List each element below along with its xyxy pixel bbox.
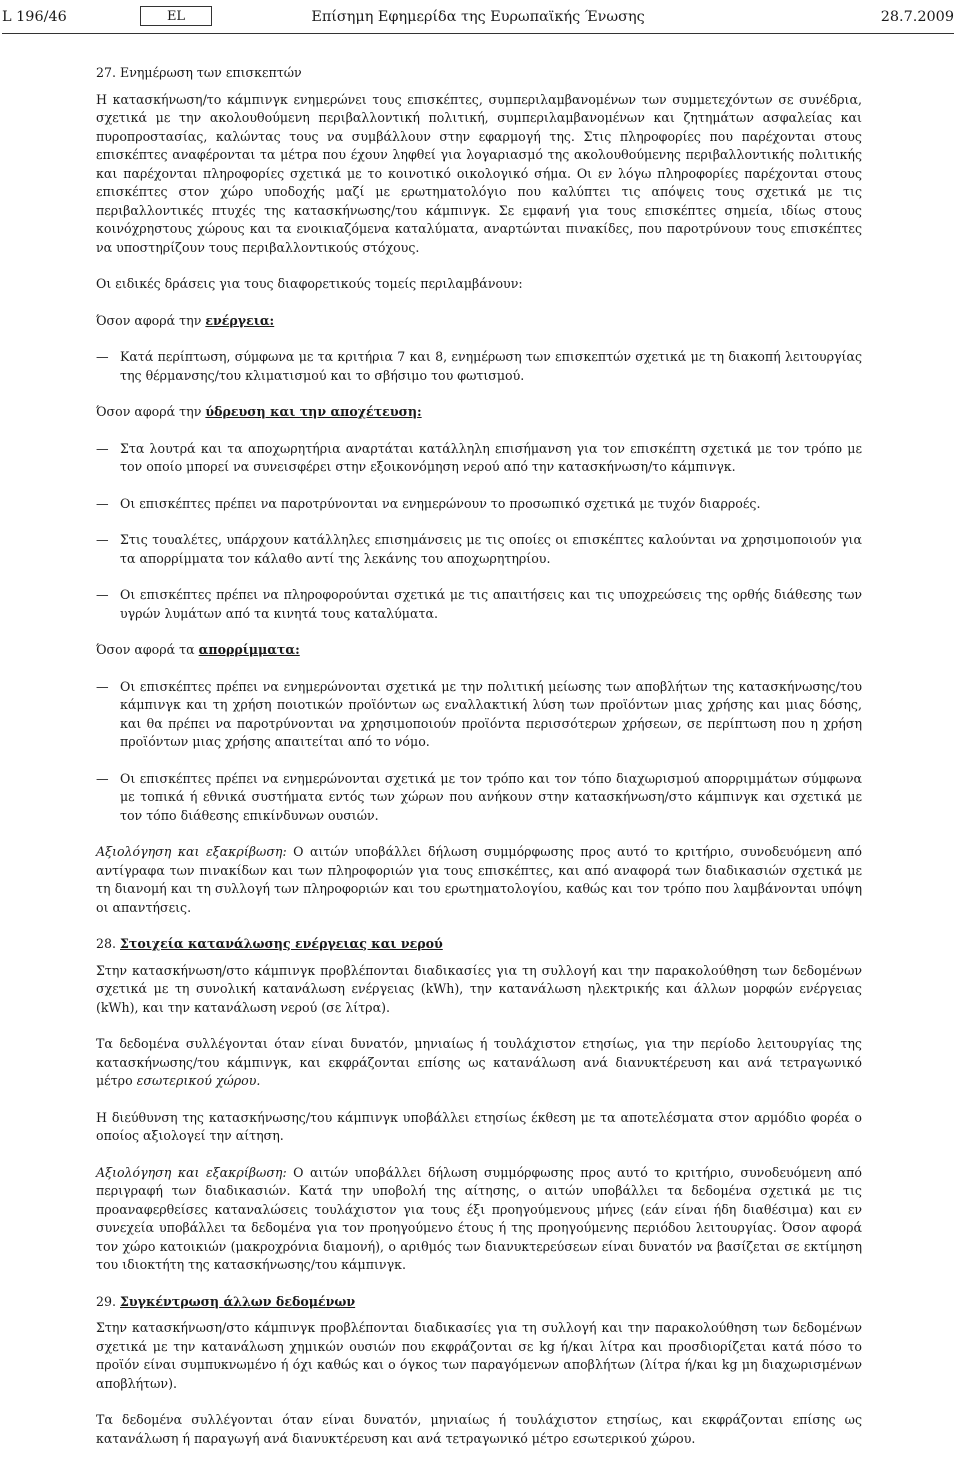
document-body (96, 64, 862, 1466)
sec28-paragraph-3: Η διεύθυνση της κατασκήνωσης/του κάμπινγκ υποβάλλει ετησίως έκθεση με τα αποτελέσματα στον αρμόδιο φορέα ο οποίος αξιολογεί την αίτηση. (96, 1109, 862, 1143)
sec28-paragraph-1: Στην κατασκήνωση/στο κάμπινγκ προβλέπονται διαδικασίες για τη συλλογή και την παρακολούθηση των δεδομένων σχετικά με τη συνολική κατανάλωση ενέργειας (kWh), την κατανάλωση ηλεκτρικής και άλλων μορφών ενέργειας (kWh), και την κατανάλωση νερού (σε λίτρα). (96, 962, 862, 1015)
section-28-heading (96, 935, 862, 954)
dash-marker: — (96, 495, 109, 511)
waste-prefix: Όσον αφορά τα (96, 642, 199, 657)
list-item (96, 678, 862, 752)
section-number: 28. (96, 936, 117, 951)
sec29-paragraph-1: Στην κατασκήνωση/στο κάμπινγκ προβλέπονται διαδικασίες για τη συλλογή και την παρακολούθηση των δεδομένων σχετικά με την κατανάλωση χημικών ουσιών που εκφράζονται σε kg ή/και λίτρα και προσδιορίζεται κατά πόσο το προϊόν είναι συμπυκνωμένο ή όχι καθώς και ο όγκος των παραγόμενων αποβλήτων (λίτρα ή/και kg μη διαχωρισμένων αποβλήτων). (96, 1320, 862, 1391)
journal-title: Επίσημη Εφημερίδα της Ευρωπαϊκής Ένωσης (311, 9, 645, 25)
section-29-heading (96, 1293, 862, 1312)
list-item-text: Οι επισκέπτες πρέπει να ενημερώνονται σχετικά με τον τρόπο και τον τόπο διαχωρισμού απορριμμάτων σύμφωνα με τοπικά ή εθνικά συστήματα εντός των χώρων που ανήκουν στην κατασκήνωση/στο κάμπινγκ και σχετικά με τον τόπο διάθεσης επικίνδυνων ουσιών. (120, 770, 862, 823)
page-number: L 196/46 (2, 9, 67, 25)
language-badge: EL (140, 6, 212, 26)
journal-header (2, 2, 954, 32)
list-item (96, 531, 862, 568)
sec29-paragraph-2: Τα δεδομένα συλλέγονται όταν είναι δυνατόν, μηνιαίως ή τουλάχιστον ετησίως, και εκφράζονται επίσης ως κατανάλωση ή παραγωγή ανά διανυκτέρευση και ανά τετραγωνικό μέτρο εσωτερικού χώρου. (96, 1412, 862, 1446)
list-item (96, 495, 862, 514)
paragraph-text: Τα δεδομένα συλλέγονται όταν είναι δυνατόν, μηνιαίως ή τουλάχιστον ετησίως, για την περίοδο λειτουργίας της κατασκήνωσης/του κάμπινγκ, και εκφράζονται επίσης ως κατανάλωση ανά διανυκτέρευση και ανά τετραγωνικό μέτρο (96, 1036, 862, 1088)
list-item-text: Οι επισκέπτες πρέπει να πληροφορούνται σχετικά με τις απαιτήσεις και τις υποχρεώσεις της ορθής διάθεσης των υγρών λυμάτων από τα κινητά τους καταλύματα. (120, 587, 862, 621)
section-title: Στοιχεία κατανάλωσης ενέργειας και νερού (120, 936, 443, 951)
list-item-text: Στα λουτρά και τα αποχωρητήρια αναρτάται κατάλληλη επισήμανση για τον επισκέπτη σχετικά με τον τρόπο με τον οποίο μπορεί να συνεισφέρει στην εξοικονόμηση νερού από την κατασκήνωση/το κάμπινγκ. (120, 440, 862, 474)
list-item-text: Οι επισκέπτες πρέπει να παροτρύνονται να ενημερώνουν το προσωπικό σχετικά με τυχόν διαρροές. (120, 495, 761, 511)
dash-marker: — (96, 532, 109, 547)
dash-marker: — (96, 349, 109, 364)
dash-marker: — (96, 587, 109, 602)
list-item-text: Στις τουαλέτες, υπάρχουν κατάλληλες επισημάνσεις με τις οποίες οι επισκέπτες καλούνται να χρησιμοποιούν για τα απορρίμματα τον κάλαθο αντί της λεκάνης του αποχωρητηρίου. (120, 532, 862, 566)
section-title: Ενημέρωση των επισκεπτών (120, 65, 302, 80)
assessment-label: Αξιολόγηση και εξακρίβωση: (96, 844, 287, 859)
sec28-assessment (96, 1164, 862, 1275)
energy-prefix: Όσον αφορά την (96, 312, 206, 328)
section-title: Συγκέντρωση άλλων δεδομένων (120, 1293, 356, 1309)
sec27-paragraph-2: Οι ειδικές δράσεις για τους διαφορετικούς τομείς περιλαμβάνουν: (96, 276, 523, 291)
dash-marker: — (96, 440, 109, 456)
sec28-paragraph-2 (96, 1035, 862, 1091)
dash-marker: — (96, 770, 109, 786)
waste-label: απορρίμματα: (198, 642, 300, 657)
water-prefix: Όσον αφορά την (96, 404, 206, 419)
section-number: 29. (96, 1293, 117, 1309)
header-rule (2, 33, 954, 34)
list-item-text: Κατά περίπτωση, σύμφωνα με τα κριτήρια 7 και 8, ενημέρωση των επισκεπτών σχετικά με τη διακοπή λειτουργίας της θέρμανσης/του κλιματισμού και το σβήσιμο του φωτισμού. (120, 349, 862, 383)
dash-marker: — (96, 678, 109, 694)
list-item-text: Οι επισκέπτες πρέπει να ενημερώνονται σχετικά με την πολιτική μείωσης των αποβλήτων της κατασκήνωσης/του κάμπινγκ και τη χρήση ποιοτικών προϊόντων ως εναλλακτική λύση των προϊόντων μιας χρήσης και μιας δόσης, και θα πρέπει να παροτρύνονται να χρησιμοποιούν προϊόντα περισσότερων χρήσεων, σε περίπτωση που η χρήση προϊόντων μιας χρήσης απαιτείται από το νόμο. (120, 678, 862, 749)
assessment-text: Ο αιτών υποβάλλει δήλωση συμμόρφωσης προς αυτό το κριτήριο, συνοδευόμενη από περιγραφή των διαδικασιών. Κατά την υποβολή της αίτησης, ο αιτών υποβάλλει τα δεδομένα σχετικά με τις προαναφερθείσες καταναλώσεις τουλάχιστον για τους έξι προηγούμενους μήνες (εάν είναι ήδη διαθέσιμα) και εν συνεχεία υποβάλλει τα δεδομένα για τον προηγούμενο έτους ή της προηγούμενης περιόδου λειτουργίας. Όσον αφορά τον χώρο κατοικιών (μακροχρόνια διαμονή), ο αριθμός των διανυκτερεύσεων είναι δυνατόν να βασίζεται σε εκτίμηση του ιδιοκτήτη της κατασκήνωσης/του κάμπινγκ. (96, 1164, 862, 1272)
water-heading (96, 403, 862, 422)
paragraph-italic: εσωτερικού χώρου. (136, 1073, 261, 1088)
water-label: ύδρευση και την αποχέτευση: (205, 404, 422, 419)
list-item (96, 348, 862, 385)
list-item (96, 440, 862, 477)
waste-heading (96, 641, 862, 660)
sec27-paragraph-1: Η κατασκήνωση/το κάμπινγκ ενημερώνει τους επισκέπτες, συμπεριλαμβανομένων των συμμετεχόντων σε συνέδρια, σχετικά με την ακολουθούμενη περιβαλλοντική πολιτική, συμπεριλαμβανομένων και ζητημάτων ασφαλείας και πυροπροστασίας, καλώντας τους να συμβάλλουν στην εφαρμογή της. Στις πληροφορίες που παρέχονται στους επισκέπτες αναφέρονται τα μέτρα που έχουν ληφθεί για λογαριασμό της ακολουθούμενης περιβαλλοντικής πολιτικής και παρέχονται πληροφορίες σχετικά με το κοινοτικό οικολογικό σήμα. Οι εν λόγω πληροφορίες παρέχονται στους επισκέπτες στον χώρο υποδοχής μαζί με ερωτηματολόγιο που καλύπτει τις απόψεις τους σχετικά με τις περιβαλλοντικές πτυχές της κατασκήνωσης/του κάμπινγκ. Σε εμφανή για τους επισκέπτες σημεία, ιδίως στους κοινόχρηστους χώρους και τα ενοικιαζόμενα καταλύματα, αναρτώνται πινακίδες, που παροτρύνουν τους επισκέπτες να υποστηρίζουν τους περιβαλλοντικούς στόχους. (96, 91, 862, 255)
list-item (96, 586, 862, 623)
energy-label: ενέργεια: (205, 312, 275, 328)
list-item (96, 770, 862, 826)
sec27-assessment (96, 843, 862, 917)
section-number: 27. (96, 65, 117, 80)
issue-date: 28.7.2009 (880, 9, 954, 25)
section-27-heading (96, 64, 862, 83)
energy-heading (96, 312, 862, 331)
assessment-text: Ο αιτών υποβάλλει δήλωση συμμόρφωσης προς αυτό το κριτήριο, συνοδευόμενη από αντίγραφα των πινακίδων και των πληροφοριών για τους επισκέπτες, και από αναφορά των διαδικασιών σχετικά με τη διανομή και τη συλλογή των πληροφοριών και του ερωτηματολογίου, καθώς και τον τρόπο που λαμβάνονται υπόψη οι απαντήσεις. (96, 844, 862, 915)
assessment-label: Αξιολόγηση και εξακρίβωση: (96, 1164, 287, 1180)
